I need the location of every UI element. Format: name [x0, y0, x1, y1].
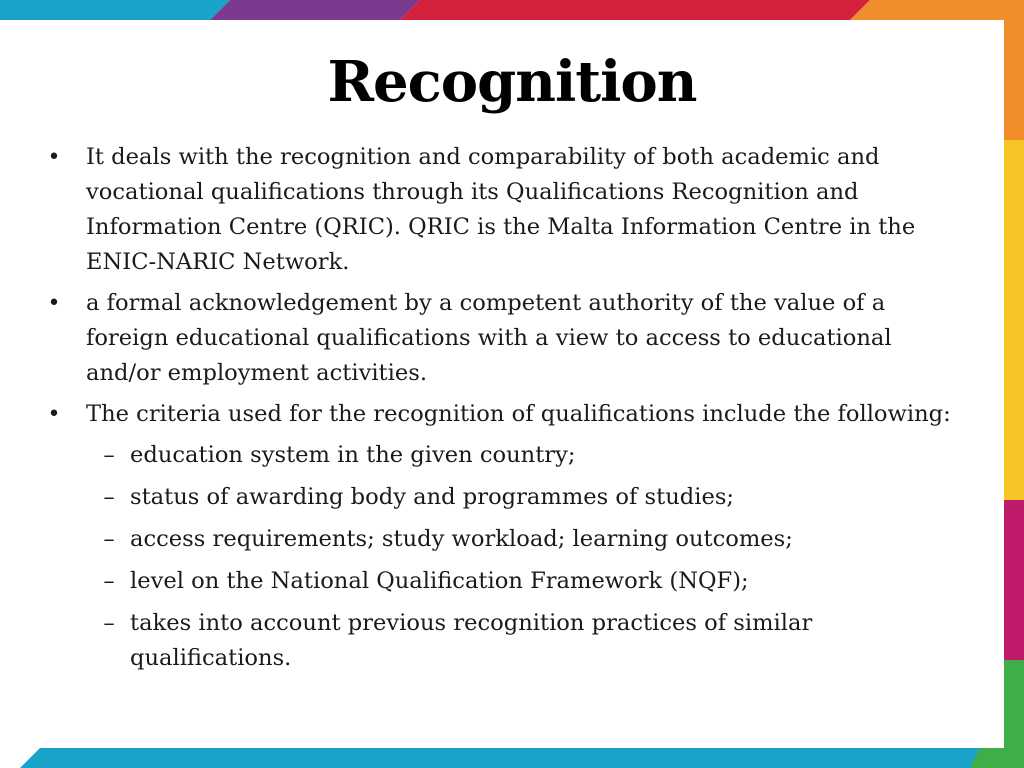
right-color-band: [1004, 20, 1024, 768]
top-band-teal: [0, 0, 230, 20]
bullet-item-recognition-comparability: [44, 140, 964, 280]
top-band-orange: [850, 0, 1024, 20]
bullet-text: It deals with the recognition and comparability of both academic and vocational qualifications through its Qualifications Recognition and Information Centre (QRIC). QRIC is the Malta Information Centre in the ENIC-NARIC Network.: [86, 144, 916, 275]
slide-content: [44, 140, 964, 676]
top-band-red: [400, 0, 870, 20]
dash-marker: –: [103, 526, 115, 552]
right-band-yellow: [1004, 140, 1024, 500]
criteria-text: status of awarding body and programmes of studies;: [130, 484, 735, 510]
dash-marker: –: [103, 610, 115, 636]
dash-marker: –: [103, 442, 115, 468]
bullet-marker: •: [47, 291, 61, 316]
dash-marker: –: [103, 568, 115, 594]
bullet-list: [44, 140, 964, 432]
bullet-text: The criteria used for the recognition of qualifications include the following:: [86, 401, 951, 427]
criteria-text: level on the National Qualification Framework (NQF);: [130, 568, 749, 594]
right-band-magenta: [1004, 500, 1024, 660]
criteria-sublist: [44, 438, 964, 676]
bottom-band-teal: [20, 748, 1004, 768]
bottom-color-band: [0, 748, 1024, 768]
criteria-item: [44, 606, 964, 676]
bullet-item-formal-acknowledgement: [44, 286, 964, 391]
criteria-item: [44, 522, 964, 557]
bullet-text: a formal acknowledgement by a competent authority of the value of a foreign educational qualifications with a view to access to educational and/or employment activities.: [86, 290, 892, 386]
criteria-text: education system in the given country;: [130, 442, 576, 468]
slide-title: Recognition: [327, 49, 697, 115]
criteria-item: [44, 480, 964, 515]
criteria-text: takes into account previous recognition practices of similar qualifications.: [130, 610, 813, 671]
top-band-purple: [210, 0, 420, 20]
top-color-band: [0, 0, 1024, 20]
criteria-item: [44, 564, 964, 599]
criteria-text: access requirements; study workload; learning outcomes;: [130, 526, 793, 552]
dash-marker: –: [103, 484, 115, 510]
bullet-marker: •: [47, 402, 61, 427]
bullet-marker: •: [47, 145, 61, 170]
criteria-item: [44, 438, 964, 473]
bullet-item-criteria: [44, 397, 964, 432]
